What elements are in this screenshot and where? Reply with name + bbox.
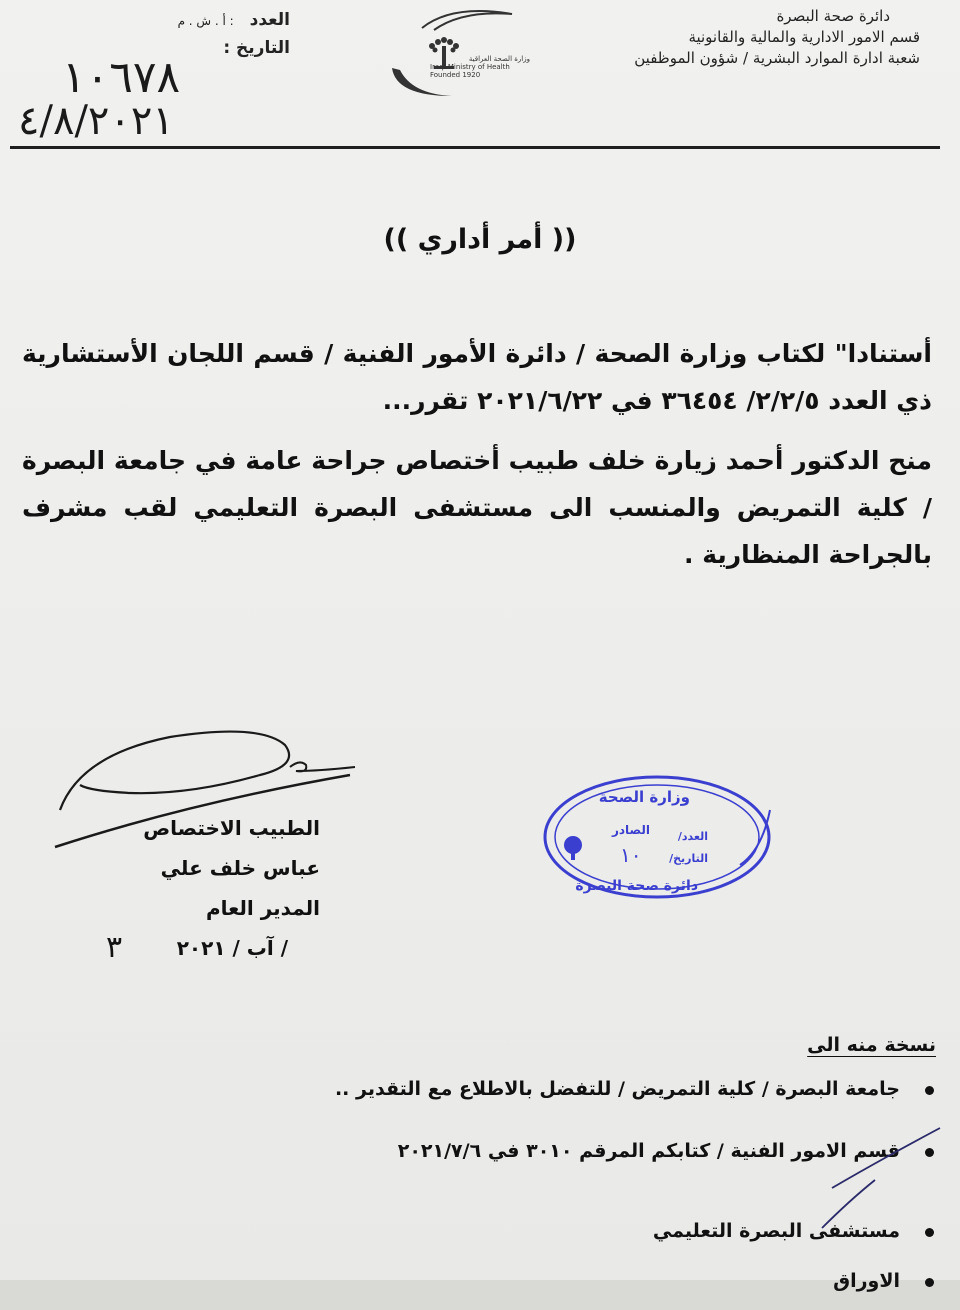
- official-stamp: [540, 770, 775, 905]
- document-body: [22, 330, 932, 578]
- signature-block: [106, 808, 320, 968]
- body-paragraph-1: أستنادا" لكتاب وزارة الصحة / دائرة الأمور الفنية / قسم اللجان الأستشارية ذي العدد ٢/٢/٥/ ٣٦٤٥٤ في ٢٠٢١/٦/٢٢ تقرر...: [22, 339, 932, 415]
- org-line-2: قسم الامور الادارية والمالية والقانونية: [688, 28, 920, 46]
- logo-caption: [430, 55, 530, 79]
- header-divider: [10, 146, 940, 149]
- signature-date: / آب / ٢٠٢١: [176, 936, 288, 960]
- ministry-logo: [372, 8, 542, 98]
- bullet-icon: [925, 1086, 934, 1095]
- stamp-handwritten: ١٠: [620, 843, 642, 867]
- signer-title: الطبيب الاختصاص: [143, 816, 320, 840]
- org-line-1: دائرة صحة البصرة: [776, 7, 890, 25]
- logo-text-ar: وزارة الصحة العراقية: [468, 55, 530, 63]
- copies-heading: نسخة منه الى: [807, 1034, 936, 1056]
- signer-position: المدير العام: [205, 896, 320, 920]
- stamp-top-text: وزارة الصحة: [598, 788, 690, 806]
- handwritten-number: ١٠٦٧٨: [62, 52, 181, 103]
- stamp-field-3: التاريخ/: [669, 852, 708, 865]
- stamp-bottom-text: دائرة صحة البصرة: [575, 878, 698, 894]
- signer-name: عباس خلف علي: [160, 856, 320, 880]
- date-label: التاريخ :: [223, 38, 290, 58]
- copies-item-text: جامعة البصرة / كلية التمريض / للتفضل بالاطلاع مع التقدير ..: [334, 1078, 900, 1100]
- number-code: : أ . ش . م: [177, 14, 234, 28]
- handwritten-strike-marks: [820, 1120, 950, 1230]
- handwritten-mark: ٣: [106, 930, 123, 965]
- copies-item-text: مستشفى البصرة التعليمي: [652, 1220, 900, 1242]
- logo-text-en: Iraqi Ministry of Health: [430, 63, 510, 71]
- number-label: العدد: [249, 10, 290, 30]
- bullet-icon: [925, 1278, 934, 1287]
- copies-item-text: قسم الامور الفنية / كتابكم المرقم ٣٠١٠ في ٢٠٢١/٧/٦: [397, 1140, 900, 1162]
- body-paragraph-2: منح الدكتور أحمد زيارة خلف طبيب أختصاص جراحة عامة في جامعة البصرة / كلية التمريض والمنسب الى مستشفى البصرة التعليمي لقب مشرف بالجراحة المنظارية .: [22, 446, 932, 569]
- document-title: (( أمر أداري )): [383, 224, 577, 255]
- stamp-field-2: العدد/: [677, 830, 708, 843]
- organization-header: [560, 6, 920, 69]
- copies-item-4: [240, 1270, 940, 1310]
- copies-item-text: الاوراق: [833, 1270, 900, 1292]
- stamp-field-1: الصادر: [611, 823, 650, 837]
- org-line-3: شعبة ادارة الموارد البشرية / شؤون الموظفين: [634, 49, 920, 67]
- handwritten-date: ٤/٨/٢٠٢١: [18, 98, 174, 144]
- logo-founded: Founded 1920: [430, 71, 481, 79]
